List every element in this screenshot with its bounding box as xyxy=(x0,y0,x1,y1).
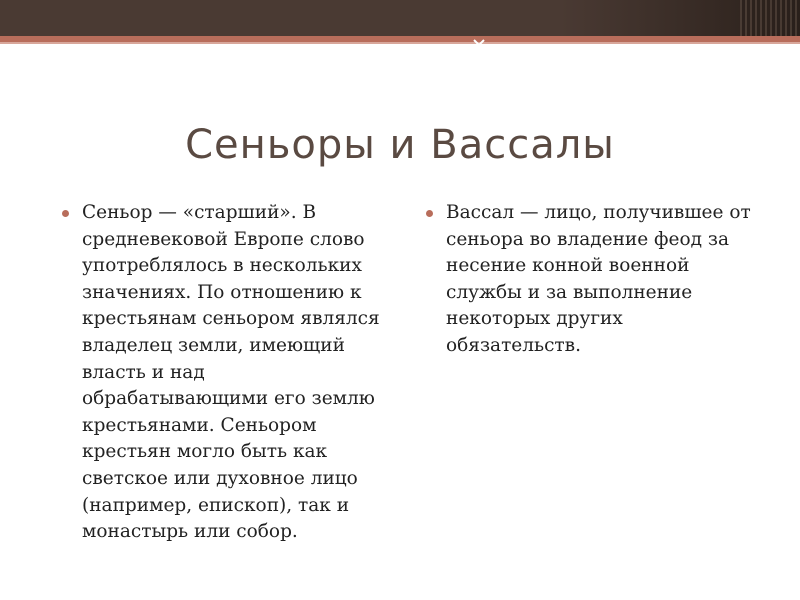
right-column-text: Вассал — лицо, получившее от сеньора во владение феод за несение конной военной службы и за выполнение некоторых других обязательств. xyxy=(446,202,751,356)
list-item xyxy=(62,200,384,546)
left-column xyxy=(62,200,384,546)
slide-title: Сеньоры и Вассалы xyxy=(185,122,615,168)
header-stripes xyxy=(740,0,800,36)
accent-band-light xyxy=(0,42,800,44)
left-column-text: Сеньор — «старший». В средневековой Европе слово употреблялось в нескольких значениях. По отношению к крестьянам сеньором являлся владелец земли, имеющий власть и над обрабатывающими его землю крестьянами. Сеньором крестьян могло быть как светское или духовное лицо (например, епископ), так и монастырь или собор. xyxy=(82,202,380,543)
right-column xyxy=(426,200,756,360)
bullet-dot-icon xyxy=(426,210,433,217)
chevron-down-icon xyxy=(472,38,486,52)
list-item xyxy=(426,200,756,360)
bullet-dot-icon xyxy=(62,210,69,217)
